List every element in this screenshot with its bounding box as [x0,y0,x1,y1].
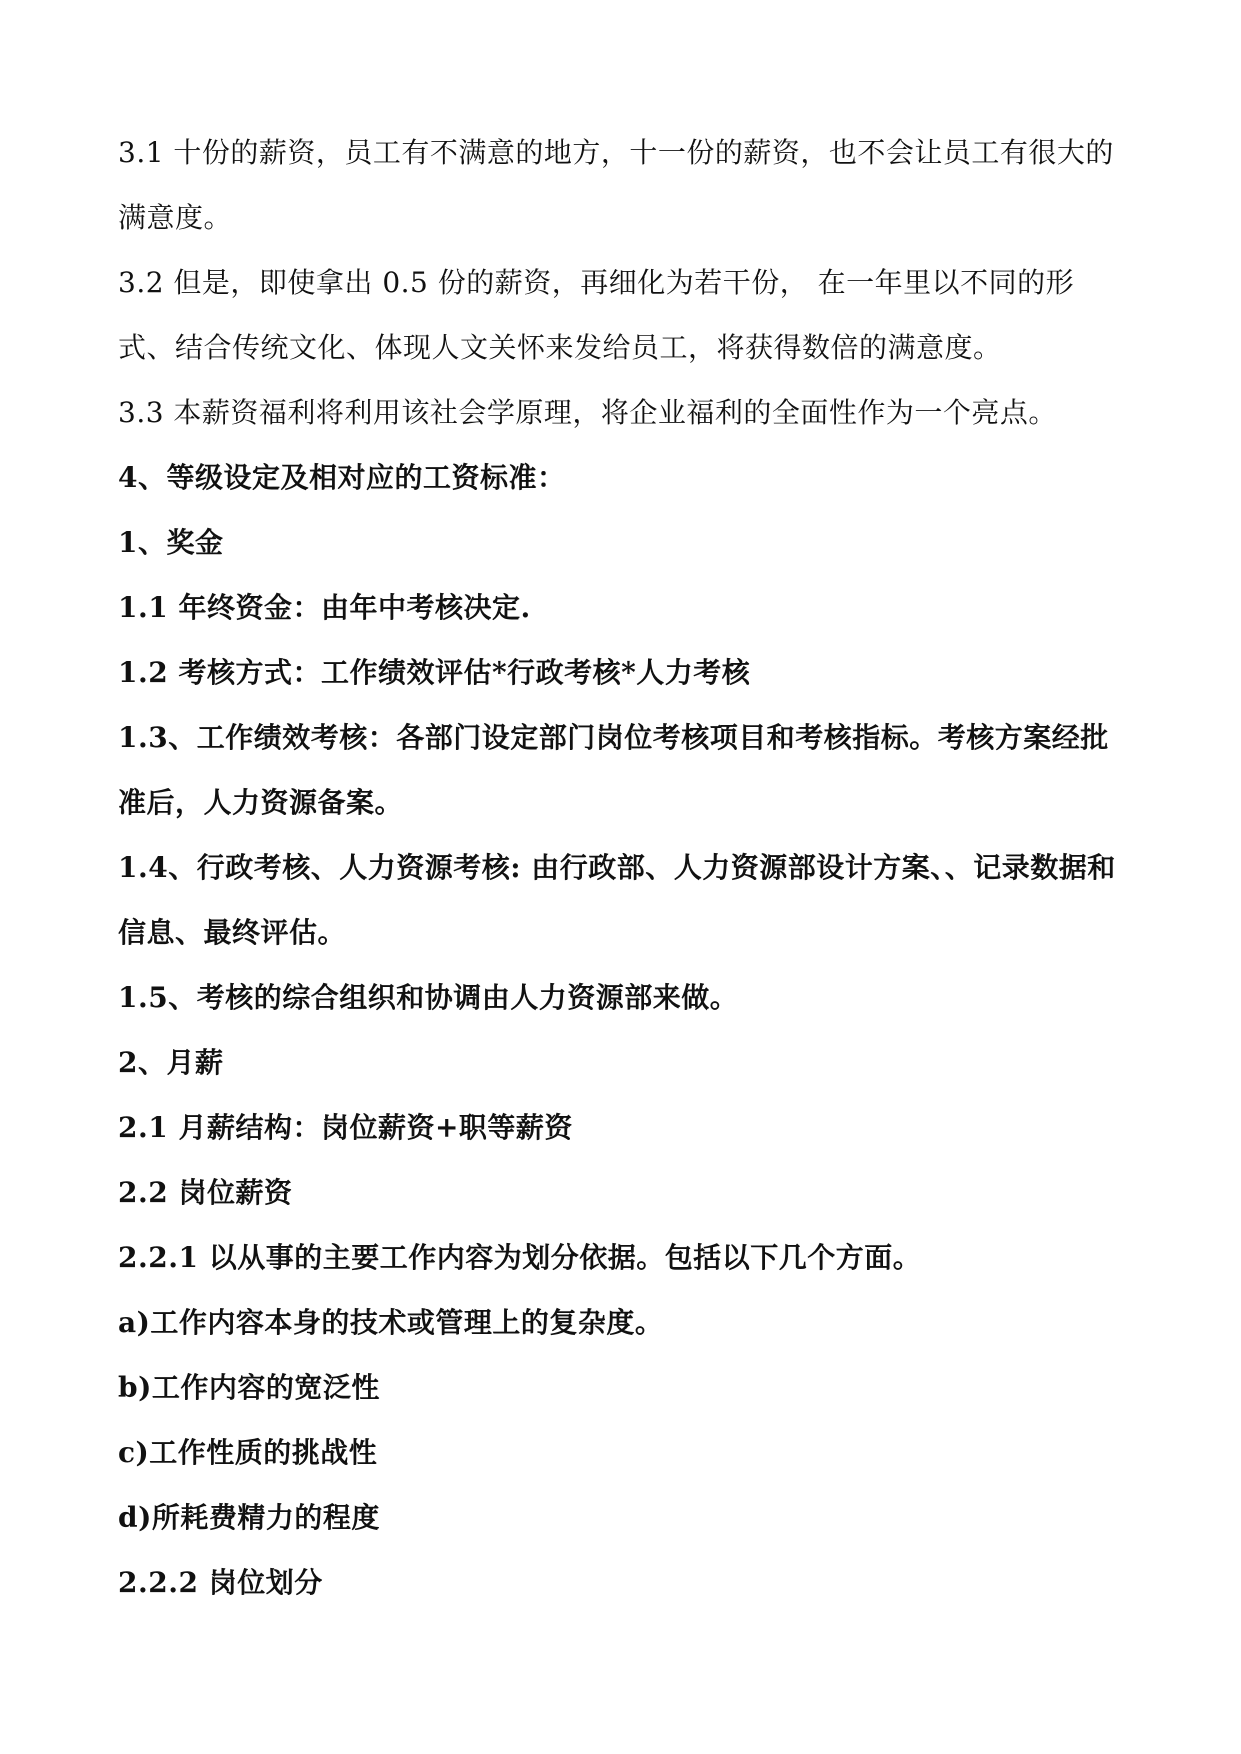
paragraph-2-2: 2.2 岗位薪资 [118,1176,293,1209]
list-item-b: b)工作内容的宽泛性 [118,1371,380,1404]
list-item-c: c)工作性质的挑战性 [118,1436,378,1469]
section-heading-4: 4、等级设定及相对应的工资标准： [118,461,566,494]
heading-bonus: 1、奖金 [118,526,224,559]
paragraph-1-2: 1.2 考核方式：工作绩效评估*行政考核*人力考核 [118,656,751,689]
paragraph-1-1: 1.1 年终资金：由年中考核决定. [118,591,531,624]
document-page [118,120,1128,1615]
paragraph-2-1: 2.1 月薪结构：岗位薪资+职等薪资 [118,1111,573,1144]
paragraph-3-2: 3.2 但是，即使拿出 0.5 份的薪资，再细化为若干份， 在一年里以不同的形式、结合传统文化、体现人文关怀来发给员工，将获得数倍的满意度。 [118,266,1075,364]
list-item-d: d)所耗费精力的程度 [118,1501,380,1534]
paragraph-2-2-2: 2.2.2 岗位划分 [118,1566,323,1599]
paragraph-1-5: 1.5、考核的综合组织和协调由人力资源部来做。 [118,981,739,1014]
paragraph-1-4: 1.4、行政考核、人力资源考核: 由行政部、人力资源部设计方案、、记录数据和信息、最终评估。 [118,851,1116,949]
paragraph-3-3: 3.3 本薪资福利将利用该社会学原理，将企业福利的全面性作为一个亮点。 [118,396,1057,429]
heading-monthly-salary: 2、月薪 [118,1046,224,1079]
paragraph-2-2-1: 2.2.1 以从事的主要工作内容为划分依据。包括以下几个方面。 [118,1241,922,1274]
paragraph-3-1: 3.1 十份的薪资，员工有不满意的地方，十一份的薪资，也不会让员工有很大的满意度。 [118,136,1114,234]
paragraph-1-3: 1.3、工作绩效考核：各部门设定部门岗位考核项目和考核指标。考核方案经批准后，人力资源备案。 [118,721,1109,819]
list-item-a: a)工作内容本身的技术或管理上的复杂度。 [118,1306,664,1339]
